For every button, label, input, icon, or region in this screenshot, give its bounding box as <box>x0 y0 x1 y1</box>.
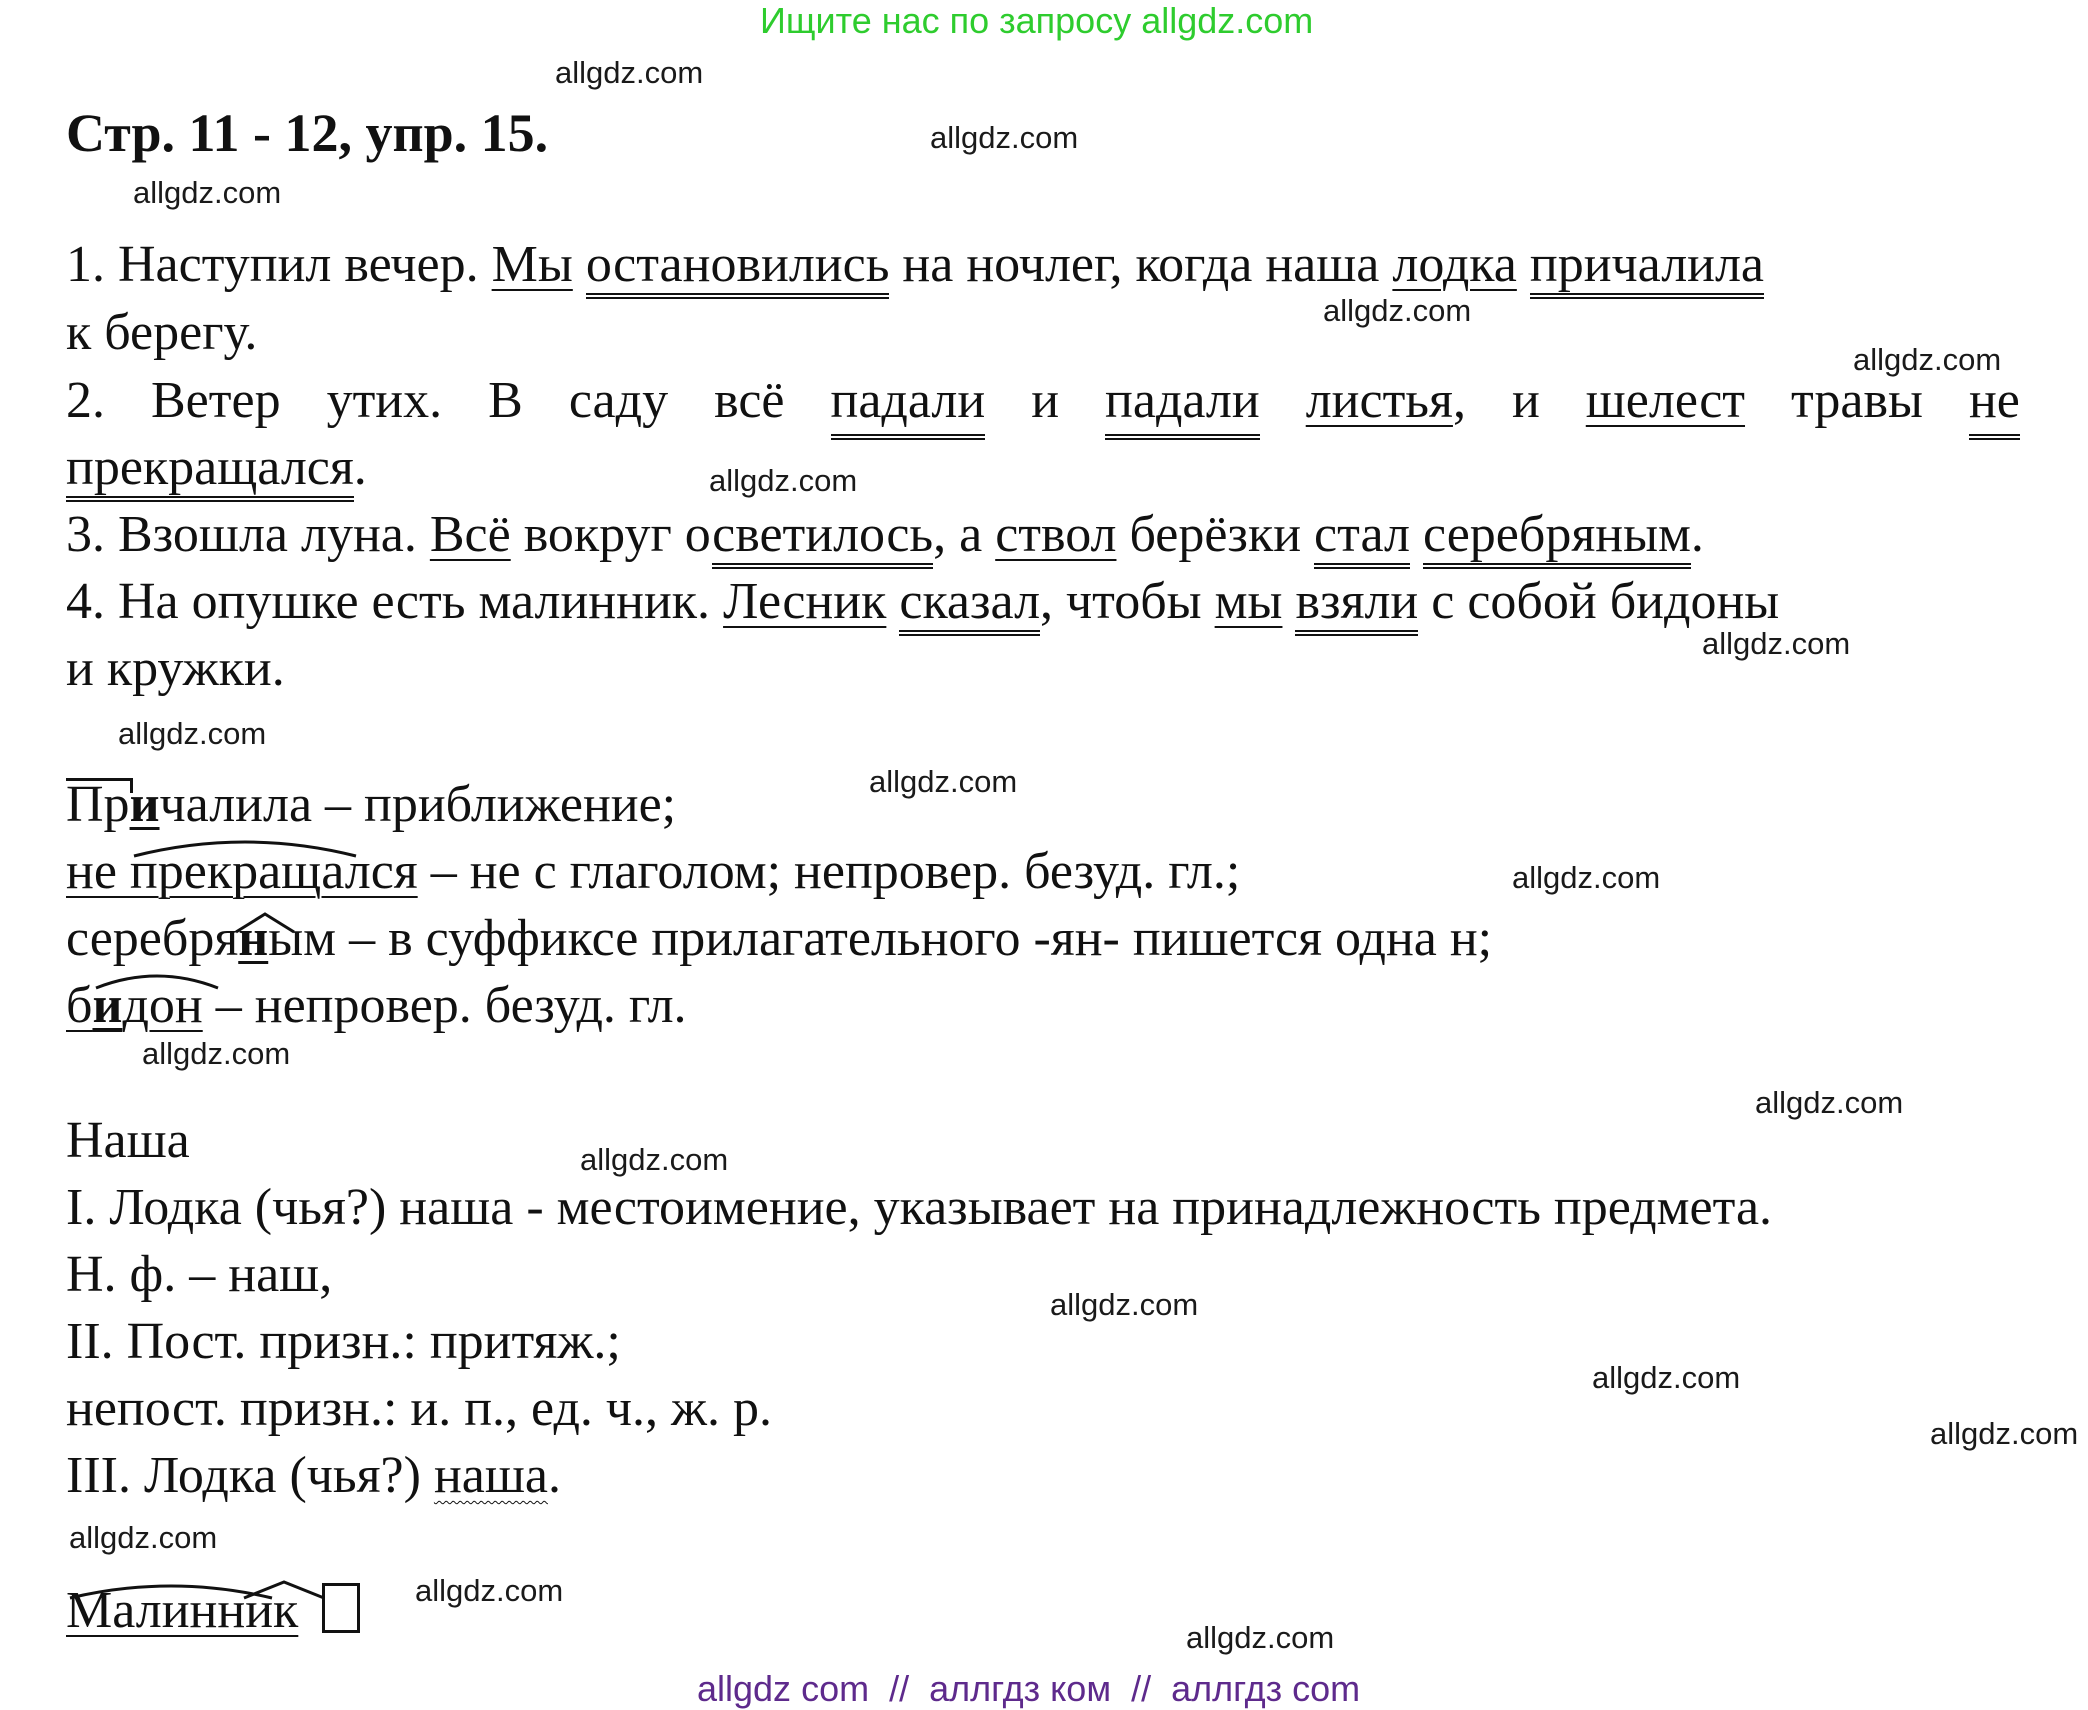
analysis-heading: Наша <box>66 1112 190 1169</box>
text: чалила – приближение; <box>159 776 677 833</box>
analysis-iii <box>66 1443 561 1509</box>
text: Ветер <box>151 372 281 429</box>
text: , чтобы <box>1040 573 1215 630</box>
analysis-nepost: непост. призн.: и. п., ед. ч., ж. р. <box>66 1380 772 1437</box>
text: вокруг о <box>510 506 713 563</box>
text: травы <box>1791 372 1923 429</box>
orthogram-letter: н <box>238 910 269 967</box>
subject-word: Лесник <box>723 573 887 630</box>
subject-word: лодка <box>1392 236 1517 293</box>
prefix-bracket <box>66 778 133 793</box>
predicate-word: стал <box>1314 506 1410 569</box>
predicate-word: не <box>1969 368 2020 440</box>
text: б <box>66 977 93 1034</box>
watermark: allgdz.com <box>580 1142 729 1177</box>
watermark: allgdz.com <box>1592 1360 1741 1395</box>
orthogram-letter: и <box>129 776 160 833</box>
suffix-mark <box>240 1578 328 1602</box>
predicate-word: светилось <box>712 506 933 569</box>
spelling-line-1 <box>66 772 676 838</box>
text: – не с глаголом; непровер. безуд. гл.; <box>417 843 1241 900</box>
text: – непровер. безуд. гл. <box>202 977 687 1034</box>
text: III. Лодка (чья?) <box>66 1447 434 1504</box>
page-title: Стр. 11 - 12, упр. 15. <box>66 103 549 163</box>
watermark: allgdz.com <box>930 120 1079 155</box>
footer-watermark: allgdz com // аллгдз ком // аллгдз com <box>697 1668 1361 1709</box>
predicate-word: взяли <box>1295 573 1418 636</box>
analysis-ii: II. Пост. призн.: притяж.; <box>66 1313 621 1370</box>
text: ым – в суффиксе прилагательного -ян- пишется одна н; <box>268 910 1493 967</box>
text: и кружки. <box>66 640 285 697</box>
watermark: allgdz.com <box>415 1573 564 1608</box>
sentence-4-line-2 <box>66 636 285 702</box>
subject-word: ствол <box>995 506 1117 563</box>
text: 1. Наступил вечер. <box>66 236 492 293</box>
text: 3. Взошла луна. <box>66 506 430 563</box>
subject-word: мы <box>1214 573 1283 630</box>
text: . <box>547 1447 561 1504</box>
text: к берегу. <box>66 304 258 361</box>
watermark: allgdz.com <box>1853 342 2002 377</box>
text: серебря <box>66 910 239 967</box>
root-arc <box>130 836 360 860</box>
watermark: allgdz.com <box>555 55 704 90</box>
text: 2. <box>66 372 105 429</box>
text: , а <box>933 506 996 563</box>
subject-word: Всё <box>429 506 511 563</box>
text: и <box>1031 372 1060 429</box>
watermark: allgdz.com <box>1702 626 1851 661</box>
predicate-word: падали <box>831 368 986 440</box>
sentence-4-line-1 <box>66 569 1779 635</box>
text: 4. На опушке есть малинник. <box>66 573 724 630</box>
sentence-1-line-2 <box>66 300 257 366</box>
subject-word: листья <box>1305 372 1453 429</box>
subject-word: Мы <box>491 236 573 293</box>
watermark: allgdz.com <box>133 175 282 210</box>
text: на ночлег, когда наша <box>889 236 1393 293</box>
root-arc <box>92 970 222 992</box>
sentence-1-line-1 <box>66 232 1764 298</box>
predicate-word: остановились <box>586 236 890 299</box>
word-ne-prekrashchalsya: не прекращался <box>66 843 418 900</box>
ending-box <box>322 1583 360 1633</box>
orthogram-letter: и <box>92 977 123 1034</box>
sentence-3: 3. Взошла луна. Всё вокруг осветилось, а ствол берёзки стал серебряным. <box>66 502 1704 568</box>
watermark: allgdz.com <box>1512 860 1661 895</box>
analysis-i: I. Лодка (чья?) наша - местоимение, указывает на принадлежность предмета. <box>66 1179 1773 1236</box>
watermark: allgdz.com <box>69 1520 218 1555</box>
watermark: allgdz.com <box>1930 1416 2079 1451</box>
watermark: allgdz.com <box>142 1036 291 1071</box>
predicate-word: сказал <box>899 573 1040 636</box>
text: берёзки <box>1116 506 1315 563</box>
watermark: allgdz.com <box>869 764 1018 799</box>
watermark: allgdz.com <box>1755 1085 1904 1120</box>
text: утих. <box>326 372 443 429</box>
watermark: allgdz.com <box>1186 1620 1335 1655</box>
definition-word: наша <box>433 1447 548 1504</box>
search-banner: Ищите нас по запросу allgdz.com <box>760 0 1314 41</box>
prefix-mark <box>66 772 130 838</box>
watermark: allgdz.com <box>1050 1287 1199 1322</box>
watermark: allgdz.com <box>118 716 267 751</box>
predicate-word: падали <box>1105 368 1260 440</box>
text: дон <box>122 977 203 1034</box>
watermark: allgdz.com <box>1323 293 1472 328</box>
text: всё <box>714 372 785 429</box>
word-malinnik: Малинник <box>66 1582 299 1639</box>
text: и <box>1511 372 1540 429</box>
sentence-2-line-1: 2. Ветер утих. В саду всё падали и падали листья, и шелест травы не <box>66 368 2020 440</box>
subject-word: шелест <box>1585 372 1746 429</box>
suffix-mark <box>232 910 298 936</box>
watermark: allgdz.com <box>709 463 858 498</box>
text: саду <box>568 372 669 429</box>
predicate-word: причалила <box>1530 236 1764 299</box>
predicate-word: прекращался <box>66 439 354 502</box>
text: Пр <box>66 776 130 833</box>
predicate-word: серебряным <box>1423 506 1691 569</box>
text: В <box>488 372 523 429</box>
analysis-nf: Н. ф. – наш, <box>66 1246 333 1303</box>
text: с собой бидоны <box>1418 573 1780 630</box>
sentence-2-line-2: прекращался. <box>66 435 367 501</box>
